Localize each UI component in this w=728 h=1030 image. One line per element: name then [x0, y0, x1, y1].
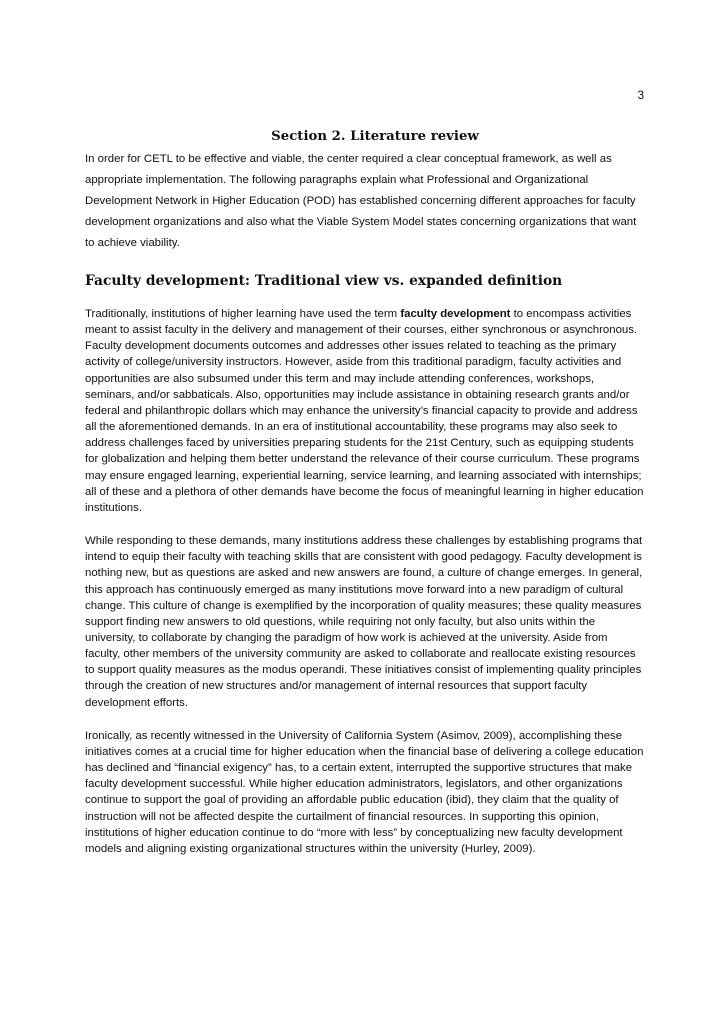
page-number: 3: [637, 90, 644, 102]
body-paragraph-2: While responding to these demands, many institutions address these challenges by establishing programs that intend to equip their faculty with teaching skills that are consistent with good pedagogy. Faculty development is nothing new, but as questions are asked and new answers are found, a culture of change emerges. In general, this approach has continuously emerged as many institutions move forward into a new paradigm of cultural change. This culture of change is exemplified by the incorporation of quality measures; these quality measures support finding new answers to old questions, while requiring not only faculty, but also units within the university, to collaborate by changing the paradigm of how work is achieved at the university. Aside from faculty, other members of the university community are asked to collaborate and reallocate existing resources to support quality measures as the modus operandi. These initiatives consist of implementing quality principles through the creation of new structures and/or management of internal resources that support faculty development efforts.: [85, 535, 643, 709]
document-body: [85, 128, 645, 874]
subsection-title: Faculty development: Traditional view vs. expanded definition: [85, 273, 563, 289]
intro-paragraph: In order for CETL to be effective and viable, the center required a clear conceptual framework, as well as appropriate implementation. The following paragraphs explain what Professional and Organizational Development Network in Higher Education (POD) has established concerning different approaches for faculty development organizations and also what the Viable System Model states concerning organizations that want to achieve viability.: [85, 153, 637, 249]
paragraph-1-text-before: Traditionally, institutions of higher learning have used the term: [85, 308, 401, 320]
body-paragraph-3: Ironically, as recently witnessed in the University of California System (Asimov, 2009), accomplishing these initiatives comes at a crucial time for higher education when the financial base of delivering a college education has declined and “financial exigency” has, to a certain extent, interrupted the supportive structures that make faculty development successful. While higher education administrators, legislators, and other organizations continue to support the goal of providing an affordable public education (ibid), they claim that the quality of instruction will not be affected despite the curtailment of financial resources. In supporting this opinion, institutions of higher education continue to do “more with less” by conceptualizing new faculty development models and aligning existing organizational structures within the university (Hurley, 2009).: [85, 729, 644, 855]
paragraph-1-text-after: to encompass activities meant to assist faculty in the delivery and management of their courses, either synchronous or asynchronous. Faculty development documents outcomes and addresses other issues related to teaching as the primary activity of college/university instructors. However, aside from this traditional paradigm, faculty activities and opportunities are also subsumed under this term and may include attending conferences, workshops, seminars, and/or sabbaticals. Also, opportunities may include assistance in obtaining research grants and/or federal and philanthropic dollars which may enhance the university’s financial capacity to provide and address all the aforementioned demands. In an era of institutional accountability, these programs may also seek to address challenges faced by universities preparing students for the 21st Century, such as equipping students for globalization and helping them better understand the relevance of their course curriculum. These programs may ensure engaged learning, experiential learning, service learning, and learning associated with internships; all of these and a plethora of other demands have become the focus of meaningful learning in higher education institutions.: [85, 308, 644, 514]
body-paragraph-1: [85, 306, 645, 516]
faculty-development-term: faculty development: [400, 308, 511, 320]
section-title: Section 2. Literature review: [271, 129, 479, 144]
